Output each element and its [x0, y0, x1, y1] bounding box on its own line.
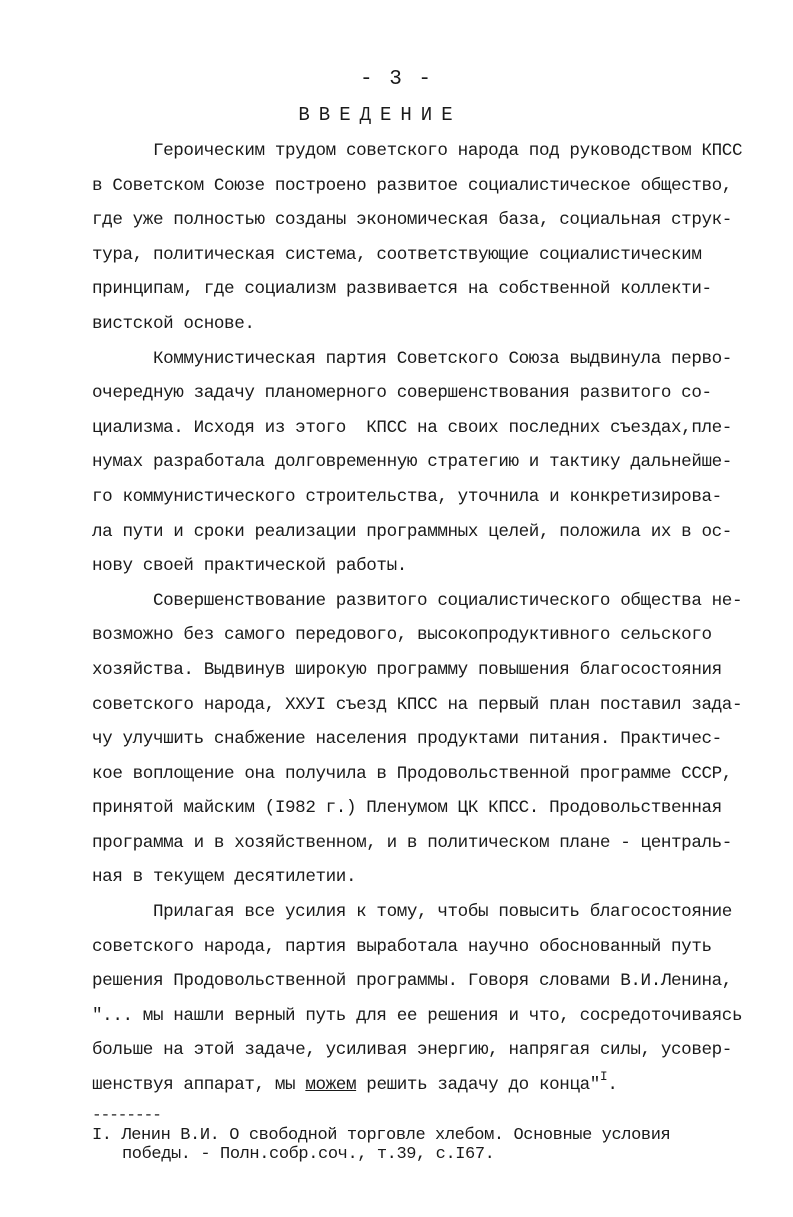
text-line: Прилагая все усилия к тому, чтобы повысить благосостояние: [92, 902, 732, 923]
paragraph-3: [92, 584, 772, 895]
page-number: - 3 -: [359, 68, 433, 91]
body-text: [92, 134, 772, 1103]
text-line: вистской основе.: [92, 313, 255, 334]
text-line: нову своей практической работы.: [92, 556, 407, 577]
text-line: советского народа, ХХУI съезд КПСС на первый план поставил зада-: [92, 694, 743, 715]
paragraph-1: [92, 134, 772, 342]
text-line: решения Продовольственной программы. Говоря словами В.И.Ленина,: [92, 971, 732, 992]
text-segment: .: [607, 1075, 618, 1096]
text-line: го коммунистического строительства, уточнила и конкретизирова-: [92, 486, 722, 507]
text-line: Совершенствование развитого социалистического общества не-: [92, 590, 743, 611]
section-heading: ВВЕДЕНИЕ: [298, 104, 462, 126]
footnote-line: победы. - Полн.собр.соч., т.39, с.I67.: [122, 1145, 495, 1164]
paragraph-4: [92, 895, 772, 1103]
underlined-word: можем: [305, 1075, 357, 1096]
text-line: советского народа, партия выработала научно обоснованный путь: [92, 936, 712, 957]
footnote-separator: --------: [92, 1106, 161, 1124]
text-line: принципам, где социализм развивается на собственной коллекти-: [92, 279, 712, 300]
text-line: где уже полностью созданы экономическая база, социальная струк-: [92, 210, 732, 231]
text-line: в Советском Союзе построено развитое социалистическое общество,: [92, 175, 732, 196]
footnote-line: I. Ленин В.И. О свободной торговле хлебом. Основные условия: [92, 1126, 671, 1145]
text-line: возможно без самого передового, высокопродуктивного сельского: [92, 625, 712, 646]
text-line: циализма. Исходя из этого КПСС на своих последних съездах,пле-: [92, 417, 732, 438]
text-line: ная в текущем десятилетии.: [92, 867, 357, 888]
text-line: тура, политическая система, соответствующие социалистическим: [92, 244, 702, 265]
text-line: очередную задачу планомерного совершенствования развитого со-: [92, 383, 712, 404]
footnote: [92, 1126, 772, 1164]
text-line: чу улучшить снабжение населения продуктами питания. Практичес-: [92, 729, 722, 750]
text-line: "... мы нашли верный путь для ее решения и что, сосредоточиваясь: [92, 1005, 743, 1026]
footnote-marker: I: [599, 1069, 608, 1085]
text-line: ла пути и сроки реализации программных целей, положила их в ос-: [92, 521, 732, 542]
text-line-last: [92, 1068, 772, 1103]
text-line: принятой майским (I982 г.) Пленумом ЦК КПСС. Продовольственная: [92, 798, 722, 819]
text-line: кое воплощение она получила в Продовольственной программе СССР,: [92, 763, 732, 784]
text-line: Коммунистическая партия Советского Союза выдвинула перво-: [92, 348, 732, 369]
text-segment: шенствуя аппарат, мы: [92, 1075, 306, 1096]
text-line: программа и в хозяйственном, и в политическом плане - централь-: [92, 832, 732, 853]
paragraph-2: [92, 342, 772, 584]
text-line: больше на этой задаче, усиливая энергию, напрягая силы, усовер-: [92, 1040, 732, 1061]
text-segment: решить задачу до конца": [356, 1075, 600, 1096]
text-line: Героическим трудом советского народа под руководством КПСС: [92, 141, 743, 161]
text-line: нумах разработала долговременную стратегию и тактику дальнейше-: [92, 452, 732, 473]
text-line: хозяйства. Выдвинув широкую программу повышения благосостояния: [92, 659, 722, 680]
